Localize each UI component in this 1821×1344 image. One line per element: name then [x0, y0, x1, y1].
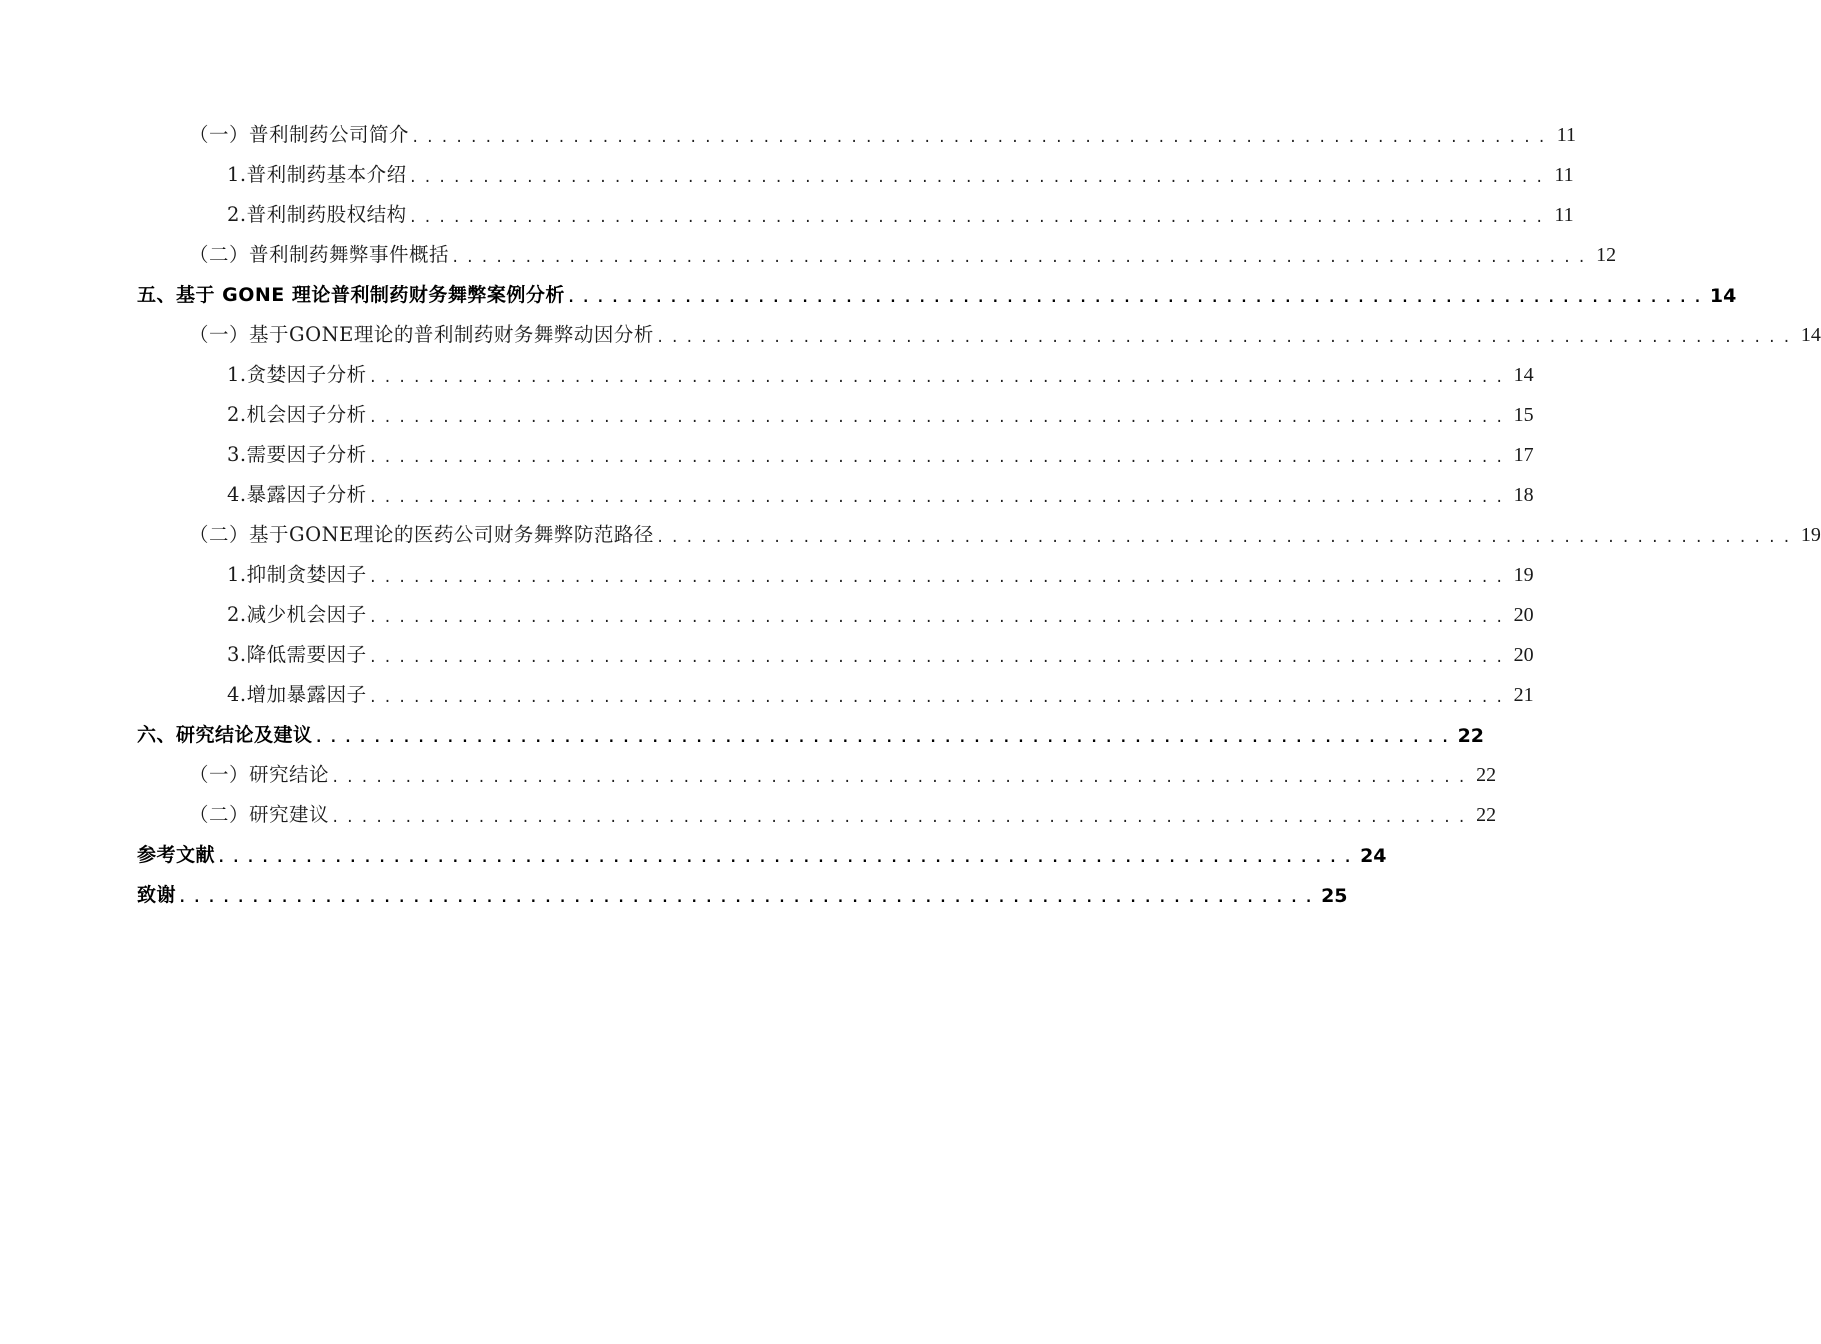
toc-entry-title: 1.抑制贪婪因子	[227, 563, 367, 586]
toc-entry[interactable]	[137, 476, 1534, 516]
toc-entry-page: 22	[1457, 725, 1485, 747]
toc-entry-page: 19	[1513, 564, 1534, 586]
toc-entry-page: 11	[1556, 124, 1577, 146]
dot-leader: ..............................................................................	[331, 810, 1473, 826]
dot-leader: ..............................................................................	[408, 210, 1550, 226]
toc-entry-title: 六、研究结论及建议	[137, 724, 313, 746]
toc-entry-title: 1.贪婪因子分析	[227, 363, 367, 386]
toc-entry-title: 致谢	[137, 884, 177, 906]
dot-leader: ..............................................................................	[178, 890, 1320, 906]
toc-entry[interactable]	[137, 236, 1617, 276]
toc-entry[interactable]	[137, 436, 1534, 476]
toc-entry-title: 4.增加暴露因子	[227, 683, 367, 706]
dot-leader: ..............................................................................	[655, 330, 1797, 346]
toc-entry-title: （二）基于GONE理论的医药公司财务舞弊防范路径	[189, 523, 654, 546]
toc-entry-page: 21	[1513, 684, 1534, 706]
toc-entry[interactable]	[137, 756, 1497, 796]
dot-leader: ..............................................................................	[314, 730, 1456, 746]
toc-entry-page: 11	[1554, 204, 1574, 226]
toc-entry-page: 12	[1596, 244, 1617, 266]
toc-entry-page: 19	[1800, 524, 1821, 546]
toc-entry-page: 20	[1513, 604, 1534, 626]
toc-entry-page: 25	[1321, 885, 1348, 907]
toc-entry-title: （一）普利制药公司简介	[189, 123, 410, 146]
dot-leader: ..............................................................................	[566, 290, 1708, 306]
toc-entry[interactable]	[137, 356, 1534, 396]
toc-entry[interactable]	[137, 276, 1737, 316]
toc-entry-title: 4.暴露因子分析	[227, 483, 367, 506]
toc-entry-page: 11	[1554, 164, 1574, 186]
toc-entry-title: 3.降低需要因子	[227, 643, 367, 666]
toc-entry[interactable]	[137, 836, 1387, 876]
dot-leader: ..............................................................................	[331, 770, 1473, 786]
dot-leader: ..............................................................................	[408, 170, 1550, 186]
toc-entry-title: （二）研究建议	[189, 803, 330, 826]
toc-entry-page: 24	[1360, 845, 1387, 867]
dot-leader: ..............................................................................	[368, 690, 1510, 706]
dot-leader: ..............................................................................	[368, 610, 1510, 626]
toc-entry-page: 14	[1709, 285, 1737, 307]
toc-entry-title: 2.机会因子分析	[227, 403, 367, 426]
toc-entry[interactable]	[137, 676, 1534, 716]
toc-entry-title: 参考文献	[137, 844, 216, 866]
toc-entry[interactable]	[137, 196, 1574, 236]
dot-leader: ..............................................................................	[368, 370, 1510, 386]
toc-entry-page: 20	[1513, 644, 1534, 666]
toc-entry-page: 14	[1513, 364, 1534, 386]
toc-entry[interactable]	[137, 716, 1485, 756]
toc-entry[interactable]	[137, 316, 1821, 356]
dot-leader: ..............................................................................	[217, 850, 1359, 866]
toc-entry[interactable]	[137, 876, 1348, 916]
dot-leader: ..............................................................................	[655, 530, 1797, 546]
toc-entry-page: 15	[1513, 404, 1534, 426]
dot-leader: ..............................................................................	[368, 450, 1510, 466]
dot-leader: ..............................................................................	[451, 250, 1593, 266]
toc-entry[interactable]	[137, 516, 1821, 556]
table-of-contents	[137, 116, 1821, 916]
toc-entry-page: 22	[1476, 804, 1497, 826]
toc-entry-title: 五、基于 GONE 理论普利制药财务舞弊案例分析	[137, 284, 565, 306]
toc-entry-title: （二）普利制药舞弊事件概括	[189, 243, 450, 266]
toc-entry-title: 2.减少机会因子	[227, 603, 367, 626]
toc-entry[interactable]	[137, 396, 1534, 436]
toc-entry[interactable]	[137, 796, 1497, 836]
toc-entry[interactable]	[137, 556, 1534, 596]
toc-entry-title: 1.普利制药基本介绍	[227, 163, 407, 186]
dot-leader: ..............................................................................	[368, 410, 1510, 426]
dot-leader: ..............................................................................	[368, 570, 1510, 586]
toc-entry-page: 14	[1800, 324, 1821, 346]
toc-entry[interactable]	[137, 596, 1534, 636]
dot-leader: ..............................................................................	[411, 130, 1553, 146]
dot-leader: ..............................................................................	[368, 650, 1510, 666]
toc-entry-page: 17	[1513, 444, 1534, 466]
toc-entry[interactable]	[137, 116, 1577, 156]
toc-entry-title: 3.需要因子分析	[227, 443, 367, 466]
toc-entry-title: 2.普利制药股权结构	[227, 203, 407, 226]
toc-entry-title: （一）研究结论	[189, 763, 330, 786]
dot-leader: ..............................................................................	[368, 490, 1510, 506]
toc-entry-title: （一）基于GONE理论的普利制药财务舞弊动因分析	[189, 323, 654, 346]
toc-entry-page: 18	[1513, 484, 1534, 506]
toc-entry-page: 22	[1476, 764, 1497, 786]
toc-entry[interactable]	[137, 156, 1574, 196]
toc-entry[interactable]	[137, 636, 1534, 676]
